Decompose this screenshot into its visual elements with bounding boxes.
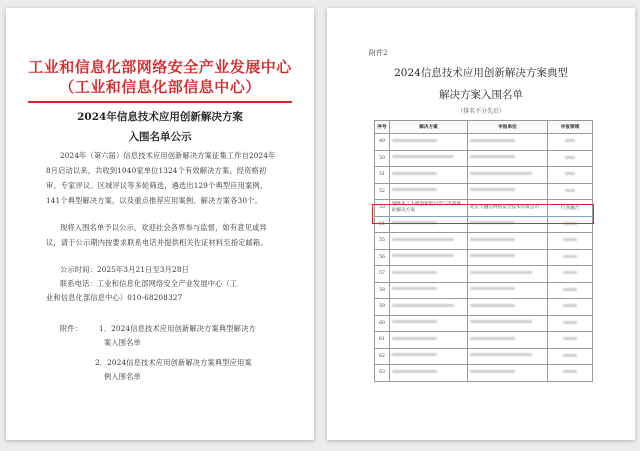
blurred-cell (548, 282, 593, 299)
table-row (375, 216, 593, 233)
blurred-cell (390, 348, 468, 365)
blurred-cell (548, 233, 593, 250)
row-no: 50 (375, 150, 390, 167)
table-row (375, 249, 593, 266)
blurred-cell (548, 332, 593, 349)
attachment-2-line-1: 2．2024信息技术应用创新解决方案典型应用案 (95, 358, 252, 367)
notice-period: 公示时间：2025年3月21日至3月28日 (60, 265, 189, 274)
blurred-cell (468, 134, 548, 151)
blurred-cell (468, 348, 548, 365)
blurred-cell (390, 183, 468, 200)
attachment-2-line-2: 例入围名单 (104, 372, 141, 381)
row-no: 54 (375, 216, 390, 233)
contact-line-2: 业和信息化部信息中心）010-68208327 (46, 293, 183, 302)
table-row (375, 299, 593, 316)
row-no: 61 (375, 332, 390, 349)
document-page-list (327, 8, 635, 440)
annex-label: 附件2 (369, 49, 388, 57)
table-row (375, 266, 593, 283)
header-unit: 申报单位 (468, 121, 548, 134)
org-name-line2: （工业和信息化部信息中心） (59, 78, 261, 96)
row-no: 57 (375, 266, 390, 283)
row-no: 59 (375, 299, 390, 316)
order-note: （排名不分先后） (456, 108, 505, 115)
table-row (375, 150, 593, 167)
blurred-cell (390, 365, 468, 382)
org-name-line1: 工业和信息化部网络安全产业发展中心 (28, 58, 292, 76)
attachment-1-line-2: 案入围名单 (104, 338, 141, 347)
blurred-cell (390, 282, 468, 299)
blurred-cell (548, 299, 593, 316)
table-row (375, 134, 593, 151)
blurred-cell (468, 249, 548, 266)
blurred-cell (390, 332, 468, 349)
highlighted-table-row (375, 200, 593, 217)
blurred-cell (548, 183, 593, 200)
doc-title-line1: 2024年信息技术应用创新解决方案 (77, 111, 243, 123)
header-solution: 解决方案 (390, 121, 468, 134)
row-no: 51 (375, 167, 390, 184)
blurred-cell (548, 348, 593, 365)
blurred-cell (548, 167, 593, 184)
table-row (375, 233, 593, 250)
blurred-cell (548, 266, 593, 283)
blurred-cell (390, 134, 468, 151)
table-row (375, 332, 593, 349)
attachments-label: 附件： (60, 324, 83, 333)
table-row (375, 348, 593, 365)
header-no: 序号 (375, 121, 390, 134)
list-title-line1: 2024信息技术应用创新解决方案典型 (394, 67, 568, 79)
attachment-1-line-1: 1．2024信息技术应用创新解决方案典型解决方 (99, 324, 256, 333)
applicant-unit: 北京天融信网络安全技术有限公司 (468, 200, 548, 217)
document-page-notice (6, 8, 314, 440)
header-field: 申报领域 (548, 121, 593, 134)
red-divider (28, 101, 292, 103)
doc-title-line2: 入围名单公示 (128, 131, 192, 143)
blurred-cell (468, 299, 548, 316)
row-no: 53 (375, 200, 390, 217)
blurred-cell (468, 315, 548, 332)
blurred-cell (548, 216, 593, 233)
blurred-cell (390, 249, 468, 266)
row-no: 55 (375, 233, 390, 250)
table-row (375, 365, 593, 382)
row-no: 58 (375, 282, 390, 299)
body-paragraph-2: 现将入围名单予以公示，欢迎社会各界参与监督，如有意见或异议，请于公示期内按要求联系电话并提供相关佐证材料至指定邮箱。 (46, 223, 268, 247)
blurred-cell (390, 266, 468, 283)
shortlist-table (374, 120, 593, 382)
blurred-cell (548, 249, 593, 266)
table-row (375, 282, 593, 299)
row-no: 56 (375, 249, 390, 266)
table-header-row (375, 121, 593, 134)
application-field: 行业融合 (548, 200, 593, 217)
blurred-cell (468, 332, 548, 349)
row-no: 49 (375, 134, 390, 151)
blurred-cell (390, 233, 468, 250)
blurred-cell (390, 299, 468, 316)
blurred-cell (468, 150, 548, 167)
blurred-cell (390, 150, 468, 167)
solution-name: 钢铁化工大模型智能问答与决策辅助解决方案 (390, 200, 468, 217)
blurred-cell (468, 216, 548, 233)
blurred-cell (390, 167, 468, 184)
blurred-cell (548, 365, 593, 382)
row-no: 52 (375, 183, 390, 200)
blurred-cell (468, 233, 548, 250)
blurred-cell (548, 150, 593, 167)
blurred-cell (468, 266, 548, 283)
row-no: 60 (375, 315, 390, 332)
blurred-cell (468, 282, 548, 299)
contact-line-1: 联系电话：工业和信息化部网络安全产业发展中心（工 (60, 279, 238, 288)
table-row (375, 167, 593, 184)
list-title-line2: 解决方案入围名单 (439, 89, 523, 101)
blurred-cell (390, 315, 468, 332)
blurred-cell (548, 315, 593, 332)
row-no: 62 (375, 348, 390, 365)
row-no: 63 (375, 365, 390, 382)
blurred-cell (468, 183, 548, 200)
table-row (375, 183, 593, 200)
blurred-cell (390, 216, 468, 233)
blurred-cell (468, 167, 548, 184)
body-paragraph-1: 2024年（第六届）信息技术应用创新解决方案征集工作自2024年8月启动以来，共收到1040家单位1324个有效解决方案。经资格初审、专家评议、区域评议等多轮筛选，遴选出129个典型应用案例、141个典型解决方案，以及重点推荐应用案例、解决方案各30个。 (46, 151, 276, 205)
table-row (375, 315, 593, 332)
blurred-cell (468, 365, 548, 382)
blurred-cell (548, 134, 593, 151)
